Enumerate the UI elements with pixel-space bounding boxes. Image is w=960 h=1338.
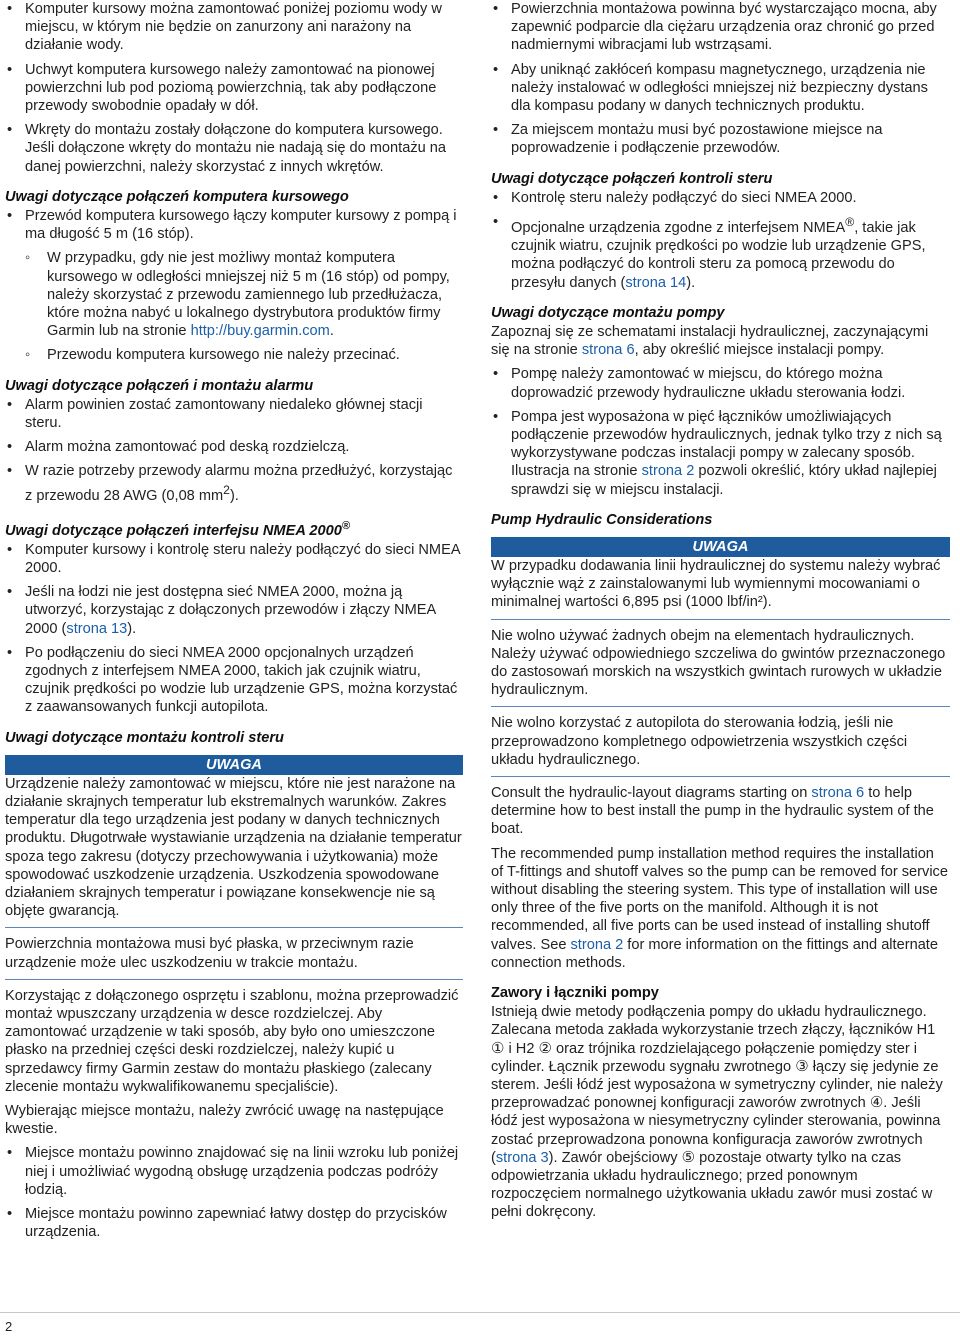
list-item: • Miejsce montażu powinno zapewniać łatwy dostęp do przycisków urządzenia. [5, 1205, 463, 1241]
bullet-list [5, 0, 463, 176]
note-block [491, 714, 950, 777]
bullet-list [491, 189, 950, 292]
section-heading: Uwagi dotyczące połączeń i montażu alarmu [5, 377, 314, 394]
bullet-list [491, 0, 950, 158]
text: oraz trójnika rozdzielającego połączenie pomiędzy ster i cylinder. Łącznik przewodu sygnału zwrotnego [491, 1040, 917, 1075]
text: łączy się jedynie ze sterem. Jeśli łódź jest wyposażona w symetryczny cylinder, nie należy przeprowadzać ponownej konfiguracji zaworów zwrotnych [491, 1058, 943, 1112]
list-item: • Wkręty do montażu zostały dołączone do komputera kursowego. Jeśli dołączone wkręty do montażu nie nadają się do montażu na danej powierzchni, należy skorzystać z innych wkrętów. [5, 121, 463, 176]
note-text: Powierzchnia montażowa musi być płaska, w przeciwnym razie urządzenie może ulec uszkodzeniu w trakcie montażu. [5, 936, 414, 971]
list-item: • Komputer kursowy można zamontować poniżej poziomu wody w miejscu, w którym nie będzie on zanurzony ani narażony na działanie wody. [5, 0, 463, 55]
page-link[interactable]: strona 2 [570, 936, 624, 953]
list-item: • Przewód komputera kursowego łączy komputer kursowy z pompą i ma długość 5 m (16 stóp). [5, 207, 463, 243]
text: pozostaje otwarty tylko na czas odpowietrzania układu hydraulicznego; przed ponownym rozpoczęciem normalnego użytkowania układu zawór musi zostać w pełni dokręcony. [491, 1149, 933, 1221]
text: , aby określić miejsce instalacji pompy. [634, 342, 885, 359]
text: . [329, 323, 334, 340]
section-heading [5, 517, 463, 540]
bullet-list [5, 396, 463, 505]
heading-text: Uwagi dotyczące połączeń interfejsu NMEA 2000 [5, 522, 342, 539]
superscript: 2 [223, 482, 230, 497]
paragraph [491, 1003, 950, 1221]
note-block [491, 557, 950, 620]
paragraph: Korzystając z dołączonego osprzętu i szablonu, można przeprowadzić montaż wpuszczany urządzenia w desce rozdzielczej. Aby zamontować urządzenie w taki sposób, aby było ono umieszczone płasko na przedniej części deski rozdzielczej, należy kupić u sprzedawcy firmy Garmin zestaw do montażu płaskiego (zalecany zlecenie montażu wykwalifikowanemu specjaliście). [5, 987, 459, 1095]
text: for more information on the fittings and alternate connection methods. [491, 936, 938, 971]
callout-4-icon: ④ [869, 1094, 884, 1112]
text: Jeśli na łodzi nie jest dostępna sieć NMEA 2000, można ją utworzyć, korzystając z dołączonych przewodów i złączy NMEA 2000 ( [25, 584, 436, 637]
list-item: • Kontrolę steru należy podłączyć do sieci NMEA 2000. [491, 189, 950, 207]
list-item [5, 462, 463, 504]
text: i H2 [504, 1040, 539, 1057]
section-heading: Uwagi dotyczące połączeń kontroli steru [491, 170, 773, 187]
text: . Jeśli łódź jest wyposażona w niesymetryczny cylinder sterowania, powinna zostać przeprowadzona ponowna konfiguracja zaworów zwrotnych ( [491, 1095, 941, 1166]
note-block [5, 935, 463, 979]
list-item: • Po podłączeniu do sieci NMEA 2000 opcjonalnych urządzeń zgodnych z interfejsem NMEA 2000, takich jak czujnik wiatru, czujnik prędkości po wodzie lub urządzenie GPS, można korzystać z zaawansowanych funkcji autopilota. [5, 644, 463, 717]
page-link[interactable]: strona 14 [625, 274, 687, 291]
footer-divider [0, 1312, 960, 1313]
note-header: UWAGA [491, 537, 950, 557]
paragraph [491, 845, 950, 972]
paragraph [491, 323, 950, 359]
text: Pompa jest wyposażona w pięć łączników umożliwiających podłączenie przewodów hydraulicznych, jednak tylko trzy z nich są wykorzystywane podczas instalacji pompy w zalecany sposób. Ilustracja na stronie [511, 408, 942, 480]
callout-5-icon: ⑤ [681, 1148, 696, 1166]
list-item [491, 408, 950, 499]
section-heading: Zawory i łączniki pompy [491, 985, 659, 1001]
bullet-list [5, 207, 463, 365]
bullet-list [5, 541, 463, 717]
page-link[interactable]: strona 6 [811, 784, 865, 801]
list-item: • Alarm można zamontować pod deską rozdzielczą. [5, 438, 463, 456]
list-item [5, 583, 463, 638]
page-link[interactable]: strona 6 [581, 342, 635, 359]
note-text: W przypadku dodawania linii hydraulicznej do systemu należy wybrać wyłącznie wąż z zainstalowanymi lub wymiennymi mocowaniami o minimalnej wartości 6,895 psi (1000 lbf/in²). [491, 557, 941, 611]
note-text: Nie wolno korzystać z autopilota do sterowania łodzią, jeśli nie przeprowadzono kompletnego odpowietrzenia wszystkich części układu hydraulicznego. [491, 715, 908, 768]
text: pozwoli określić, który układ najlepiej sprawdzi się w miejscu instalacji. [511, 463, 937, 498]
text: Istnieją dwie metody podłączenia pompy do układu hydraulicznego. Zalecana metoda zakłada wykorzystanie trzech złączy, łączników H1 [491, 1004, 936, 1039]
text: ). [229, 487, 239, 504]
text: Consult the hydraulic-layout diagrams starting on [491, 784, 812, 801]
registered-mark: ® [341, 519, 350, 532]
text: ). [127, 620, 137, 637]
text: , takie jak czujnik wiatru, czujnik prędkości po wodzie lub urządzenie GPS, można podłączyć do kontroli steru za pomocą przewodu do przesyłu danych ( [511, 219, 926, 291]
list-item: • Aby uniknąć zakłóceń kompasu magnetycznego, urządzenia nie należy instalować w odległości mniejszej niż bezpieczny dystans dla kompasu podany w danych technicznych produktu. [491, 61, 950, 116]
page-link[interactable]: strona 2 [641, 463, 695, 480]
garmin-link[interactable]: http://buy.garmin.com [190, 323, 330, 340]
bullet-list [491, 365, 950, 498]
right-column [491, 0, 950, 1228]
list-item: • Za miejscem montażu musi być pozostawione miejsce na poprowadzenie i podłączenie przewodów. [491, 121, 950, 157]
text: ). [686, 274, 696, 291]
note-header: UWAGA [5, 755, 463, 775]
text: W przypadku, gdy nie jest możliwy montaż komputera kursowego w odległości mniejszej niż 5 m (16 stóp) od pompy, należy skorzystać z przewodu zamiennego lub przedłużacza, które można nabyć u lokalnego dystrybutora produktów firmy Garmin lub na stronie [47, 250, 450, 340]
registered-mark: ® [845, 215, 855, 230]
sub-list-item [5, 249, 463, 340]
callout-1-icon: ① [491, 1039, 505, 1057]
list-item [491, 213, 950, 292]
note-text: Nie wolno używać żadnych obejm na elementach hydraulicznych. Należy używać odpowiedniego szczeliwa do gwintów przeznaczonego do zastosowań morskich na wszystkich gwintach rurowych w układzie hydraulicznym. [491, 627, 946, 699]
text: Opcjonalne urządzenia zgodne z interfejsem NMEA [511, 219, 846, 236]
callout-2-icon: ② [538, 1039, 552, 1057]
section-heading: Uwagi dotyczące połączeń komputera kursowego [5, 188, 349, 205]
note-block [491, 627, 950, 708]
text: The recommended pump installation method requires the installation of T-fittings and shutoff valves so the pump can be removed for service without disabling the steering system. This type of installation will use only three of the five ports on the manifold. Although it is not recommended, all five ports can be used instead of installing shutoff valves. See [491, 845, 948, 953]
bullet-list [5, 1144, 463, 1241]
section-heading: Uwagi dotyczące montażu kontroli steru [5, 729, 284, 746]
list-item: • Alarm powinien zostać zamontowany niedaleko głównej stacji steru. [5, 396, 463, 432]
page-number: 2 [5, 1319, 13, 1334]
list-item: • Powierzchnia montażowa powinna być wystarczająco mocna, aby zapewnić podparcie dla ciężaru urządzenia oraz chronić go przed nadmiernymi wibracjami lub wstrząsami. [491, 0, 950, 55]
note-text: Urządzenie należy zamontować w miejscu, które nie jest narażone na działanie skrajnych temperatur lub ekstremalnych warunków. Zakres temperatur dla tego urządzenia jest podany w danych technicznych produktu. Długotrwałe wystawianie urządzenia na działanie temperatur spoza tego zakresu (dotyczy przechowywania i użytkowania) może spowodować uszkodzenie urządzenia. Uszkodzenia spowodowane działaniem skrajnych temperatur i powiązane konsekwencje nie są objęte gwarancją. [5, 775, 462, 920]
page-link[interactable]: strona 3 [495, 1149, 549, 1166]
text: W razie potrzeby przewody alarmu można przedłużyć, korzystając z przewodu 28 AWG (0,08 mm [25, 463, 453, 504]
list-item: • Uchwyt komputera kursowego należy zamontować na pionowej powierzchni lub pod poziomą powierzchnią, tak aby podłączone przewody swobodnie opadały w dół. [5, 61, 463, 116]
paragraph: Wybierając miejsce montażu, należy zwrócić uwagę na następujące kwestie. [5, 1103, 444, 1138]
left-column [5, 0, 463, 1248]
sub-list-item: ◦ Przewodu komputera kursowego nie należy przecinać. [5, 346, 463, 364]
list-item: • Pompę należy zamontować w miejscu, do którego można doprowadzić przewody hydrauliczne układu sterowania łodzi. [491, 365, 950, 401]
text: to help determine how to best install the pump in the hydraulic system of the boat. [491, 784, 934, 838]
callout-3-icon: ③ [795, 1057, 809, 1075]
page-link[interactable]: strona 13 [66, 620, 128, 637]
note-block [5, 775, 463, 929]
section-heading: Pump Hydraulic Considerations [491, 511, 713, 528]
list-item: • Komputer kursowy i kontrolę steru należy podłączyć do sieci NMEA 2000. [5, 541, 463, 577]
paragraph [491, 784, 950, 839]
text: ). Zawór obejściowy [548, 1149, 682, 1166]
text: Zapoznaj się ze schematami instalacji hydraulicznej, zaczynającymi się na stronie [491, 323, 929, 359]
section-heading: Uwagi dotyczące montażu pompy [491, 304, 725, 321]
list-item: • Miejsce montażu powinno znajdować się na linii wzroku lub poniżej niej i umożliwiać wygodną obsługę urządzenia podczas podróży łodzią. [5, 1144, 463, 1199]
